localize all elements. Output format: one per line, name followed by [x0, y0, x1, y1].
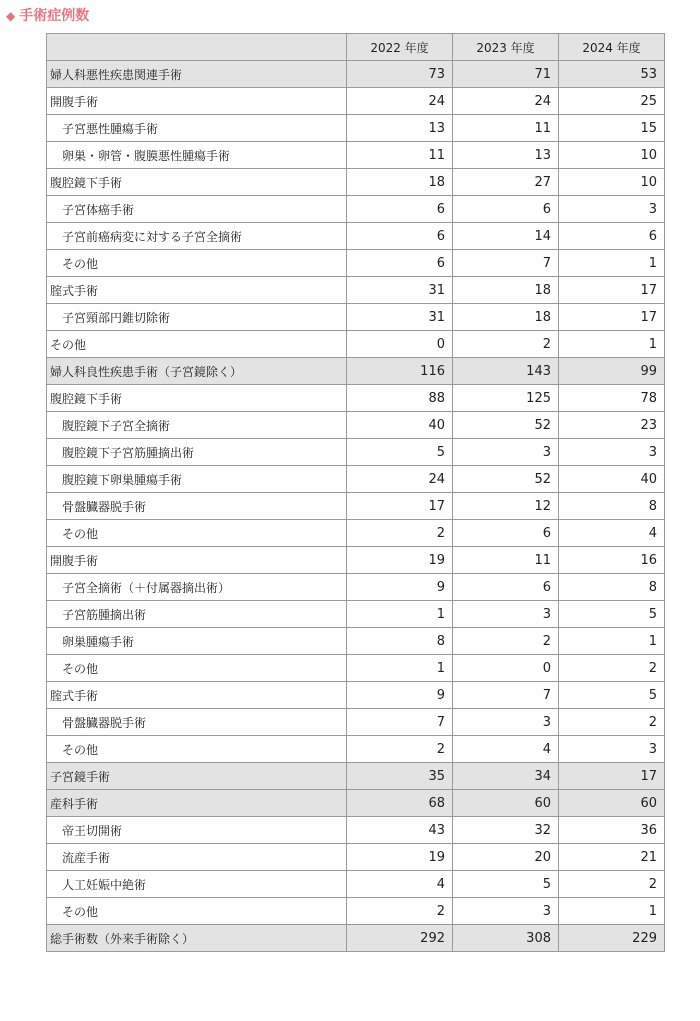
- cell-2024: 60: [559, 790, 665, 817]
- table-row: [47, 520, 665, 547]
- table-row: [47, 223, 665, 250]
- header-blank-cell: [47, 34, 347, 61]
- row-label: 腹腔鏡下卵巣腫瘍手術: [47, 466, 347, 493]
- row-label: 産科手術: [47, 790, 347, 817]
- table-row: [47, 898, 665, 925]
- table-row: [47, 304, 665, 331]
- cell-2022: 88: [347, 385, 453, 412]
- cell-2022: 6: [347, 196, 453, 223]
- cell-2023: 20: [453, 844, 559, 871]
- cell-2024: 2: [559, 871, 665, 898]
- cell-2023: 27: [453, 169, 559, 196]
- row-label: 腹腔鏡下子宮筋腫摘出術: [47, 439, 347, 466]
- cell-2023: 11: [453, 547, 559, 574]
- table-row: [47, 493, 665, 520]
- cell-2024: 78: [559, 385, 665, 412]
- cell-2024: 15: [559, 115, 665, 142]
- table-row: [47, 709, 665, 736]
- cell-2024: 17: [559, 763, 665, 790]
- cell-2023: 125: [453, 385, 559, 412]
- row-label: 婦人科良性疾患手術（子宮鏡除く）: [47, 358, 347, 385]
- cell-2024: 8: [559, 574, 665, 601]
- cell-2023: 308: [453, 925, 559, 952]
- row-label: その他: [47, 250, 347, 277]
- cell-2022: 6: [347, 250, 453, 277]
- cell-2022: 7: [347, 709, 453, 736]
- table-body: [47, 61, 665, 952]
- row-label: 開腹手術: [47, 547, 347, 574]
- table-row: [47, 817, 665, 844]
- cell-2024: 21: [559, 844, 665, 871]
- row-label: 開腹手術: [47, 88, 347, 115]
- row-label: 子宮筋腫摘出術: [47, 601, 347, 628]
- cell-2023: 6: [453, 520, 559, 547]
- row-label: 腹腔鏡下手術: [47, 385, 347, 412]
- cell-2022: 24: [347, 88, 453, 115]
- table-row: [47, 331, 665, 358]
- cell-2024: 17: [559, 277, 665, 304]
- cell-2024: 1: [559, 250, 665, 277]
- cell-2022: 43: [347, 817, 453, 844]
- cell-2023: 3: [453, 898, 559, 925]
- row-label: 卵巣腫瘍手術: [47, 628, 347, 655]
- table-row: [47, 682, 665, 709]
- row-label: 卵巣・卵管・腹膜悪性腫瘍手術: [47, 142, 347, 169]
- cell-2022: 0: [347, 331, 453, 358]
- header-2022: 2022 年度: [347, 34, 453, 61]
- row-label: 骨盤臓器脱手術: [47, 709, 347, 736]
- table-row: [47, 925, 665, 952]
- cell-2022: 13: [347, 115, 453, 142]
- table-row: [47, 385, 665, 412]
- cell-2024: 1: [559, 331, 665, 358]
- cell-2022: 35: [347, 763, 453, 790]
- cell-2022: 11: [347, 142, 453, 169]
- cell-2024: 1: [559, 628, 665, 655]
- row-label: 骨盤臓器脱手術: [47, 493, 347, 520]
- cell-2023: 14: [453, 223, 559, 250]
- cell-2024: 5: [559, 601, 665, 628]
- cell-2022: 68: [347, 790, 453, 817]
- cell-2022: 4: [347, 871, 453, 898]
- table-row: [47, 358, 665, 385]
- cell-2024: 3: [559, 736, 665, 763]
- table-row: [47, 871, 665, 898]
- cell-2024: 36: [559, 817, 665, 844]
- cell-2022: 116: [347, 358, 453, 385]
- cell-2022: 24: [347, 466, 453, 493]
- row-label: 子宮前癌病変に対する子宮全摘術: [47, 223, 347, 250]
- table-row: [47, 277, 665, 304]
- table-row: [47, 844, 665, 871]
- cell-2023: 24: [453, 88, 559, 115]
- cell-2023: 11: [453, 115, 559, 142]
- row-label: その他: [47, 898, 347, 925]
- cell-2023: 6: [453, 196, 559, 223]
- cell-2024: 229: [559, 925, 665, 952]
- table-row: [47, 790, 665, 817]
- cell-2022: 1: [347, 601, 453, 628]
- cell-2022: 292: [347, 925, 453, 952]
- cell-2023: 2: [453, 331, 559, 358]
- row-label: 腹腔鏡下手術: [47, 169, 347, 196]
- row-label: 子宮悪性腫瘍手術: [47, 115, 347, 142]
- row-label: 子宮鏡手術: [47, 763, 347, 790]
- cell-2022: 73: [347, 61, 453, 88]
- cell-2023: 3: [453, 709, 559, 736]
- cell-2023: 60: [453, 790, 559, 817]
- row-label: 腟式手術: [47, 277, 347, 304]
- table-row: [47, 196, 665, 223]
- cell-2024: 2: [559, 709, 665, 736]
- row-label: 腹腔鏡下子宮全摘術: [47, 412, 347, 439]
- row-label: 腟式手術: [47, 682, 347, 709]
- cell-2022: 9: [347, 682, 453, 709]
- table-row: [47, 736, 665, 763]
- section-title: [6, 6, 89, 26]
- table-row: [47, 601, 665, 628]
- cell-2023: 0: [453, 655, 559, 682]
- table-row: [47, 61, 665, 88]
- cell-2023: 5: [453, 871, 559, 898]
- table-row: [47, 547, 665, 574]
- cell-2024: 23: [559, 412, 665, 439]
- cell-2023: 7: [453, 682, 559, 709]
- cell-2022: 19: [347, 547, 453, 574]
- cell-2024: 25: [559, 88, 665, 115]
- row-label: その他: [47, 655, 347, 682]
- surgery-count-table: [46, 33, 665, 952]
- cell-2022: 9: [347, 574, 453, 601]
- table-row: [47, 466, 665, 493]
- row-label: 子宮頸部円錐切除術: [47, 304, 347, 331]
- cell-2024: 2: [559, 655, 665, 682]
- cell-2022: 2: [347, 520, 453, 547]
- cell-2023: 4: [453, 736, 559, 763]
- cell-2023: 3: [453, 601, 559, 628]
- cell-2022: 17: [347, 493, 453, 520]
- row-label: その他: [47, 520, 347, 547]
- cell-2024: 5: [559, 682, 665, 709]
- cell-2023: 143: [453, 358, 559, 385]
- row-label: 流産手術: [47, 844, 347, 871]
- cell-2022: 31: [347, 304, 453, 331]
- table-row: [47, 88, 665, 115]
- row-label: 帝王切開術: [47, 817, 347, 844]
- table-row: [47, 115, 665, 142]
- table-row: [47, 250, 665, 277]
- cell-2023: 71: [453, 61, 559, 88]
- cell-2023: 13: [453, 142, 559, 169]
- cell-2023: 7: [453, 250, 559, 277]
- cell-2024: 40: [559, 466, 665, 493]
- row-label: 婦人科悪性疾患関連手術: [47, 61, 347, 88]
- row-label: 人工妊娠中絶術: [47, 871, 347, 898]
- cell-2024: 6: [559, 223, 665, 250]
- table-row: [47, 142, 665, 169]
- cell-2022: 18: [347, 169, 453, 196]
- table-row: [47, 655, 665, 682]
- cell-2024: 4: [559, 520, 665, 547]
- table-row: [47, 169, 665, 196]
- cell-2022: 40: [347, 412, 453, 439]
- cell-2022: 2: [347, 898, 453, 925]
- cell-2022: 1: [347, 655, 453, 682]
- section-title-text: 手術症例数: [19, 8, 90, 24]
- row-label: 総手術数（外来手術除く）: [47, 925, 347, 952]
- cell-2023: 3: [453, 439, 559, 466]
- cell-2022: 8: [347, 628, 453, 655]
- cell-2022: 2: [347, 736, 453, 763]
- cell-2023: 52: [453, 466, 559, 493]
- cell-2024: 17: [559, 304, 665, 331]
- cell-2023: 12: [453, 493, 559, 520]
- row-label: 子宮全摘術（＋付属器摘出術）: [47, 574, 347, 601]
- cell-2023: 34: [453, 763, 559, 790]
- table-header-row: [47, 34, 665, 61]
- table-row: [47, 628, 665, 655]
- cell-2024: 3: [559, 439, 665, 466]
- cell-2023: 18: [453, 304, 559, 331]
- header-2023: 2023 年度: [453, 34, 559, 61]
- table-row: [47, 574, 665, 601]
- cell-2023: 32: [453, 817, 559, 844]
- diamond-marker-icon: ◆: [6, 9, 16, 23]
- cell-2024: 16: [559, 547, 665, 574]
- header-2024: 2024 年度: [559, 34, 665, 61]
- row-label: その他: [47, 331, 347, 358]
- cell-2023: 6: [453, 574, 559, 601]
- row-label: 子宮体癌手術: [47, 196, 347, 223]
- table-row: [47, 763, 665, 790]
- cell-2024: 8: [559, 493, 665, 520]
- table-row: [47, 412, 665, 439]
- cell-2024: 53: [559, 61, 665, 88]
- cell-2023: 18: [453, 277, 559, 304]
- cell-2024: 10: [559, 169, 665, 196]
- cell-2022: 31: [347, 277, 453, 304]
- cell-2024: 99: [559, 358, 665, 385]
- cell-2023: 2: [453, 628, 559, 655]
- cell-2022: 19: [347, 844, 453, 871]
- cell-2024: 1: [559, 898, 665, 925]
- cell-2022: 5: [347, 439, 453, 466]
- table-row: [47, 439, 665, 466]
- cell-2024: 10: [559, 142, 665, 169]
- cell-2024: 3: [559, 196, 665, 223]
- row-label: その他: [47, 736, 347, 763]
- cell-2022: 6: [347, 223, 453, 250]
- cell-2023: 52: [453, 412, 559, 439]
